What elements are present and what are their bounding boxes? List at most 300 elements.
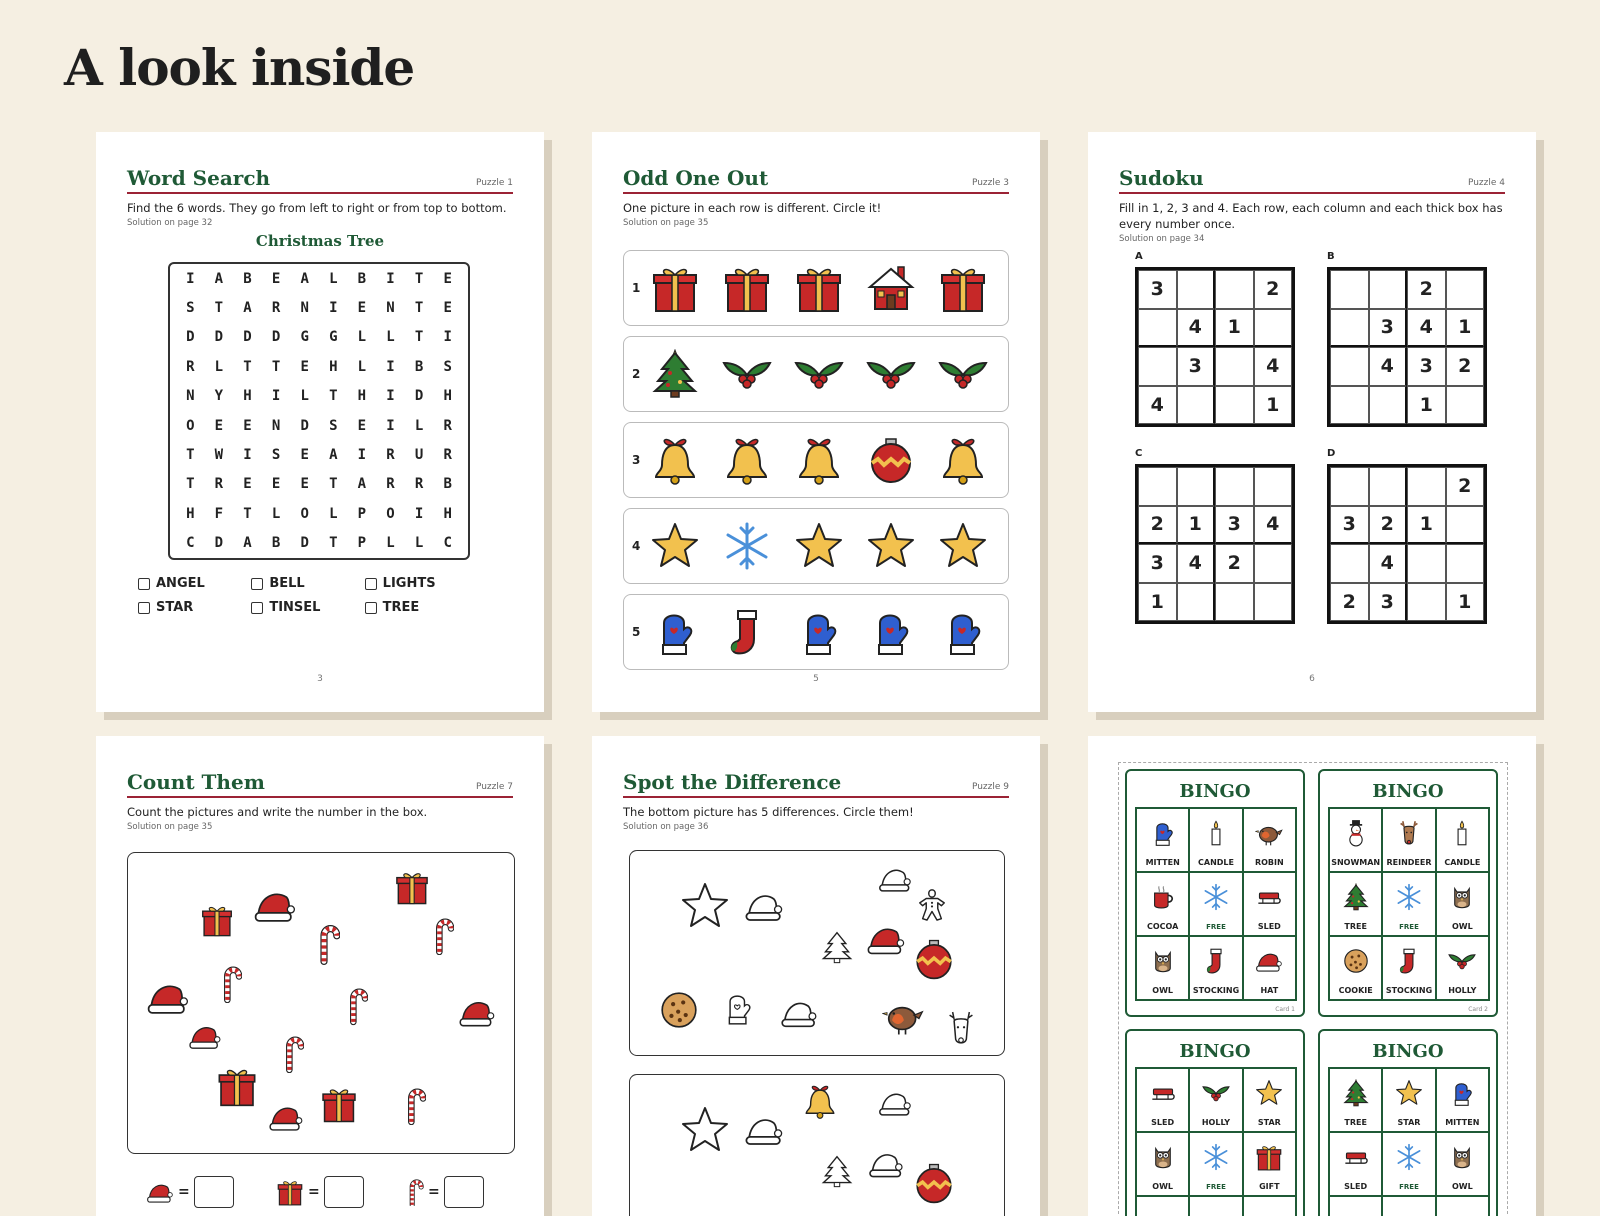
grid-letter: R bbox=[186, 358, 195, 375]
bingo-cell[interactable] bbox=[1329, 808, 1382, 872]
row-picture[interactable] bbox=[650, 435, 700, 485]
word-item[interactable] bbox=[365, 600, 478, 615]
santa-hat-icon bbox=[253, 883, 297, 927]
row-picture[interactable] bbox=[650, 521, 700, 571]
solution-note: Solution on page 35 bbox=[623, 218, 709, 228]
page-header bbox=[623, 766, 1009, 798]
robin-icon bbox=[1255, 819, 1283, 847]
checkbox[interactable] bbox=[138, 578, 150, 590]
star-icon bbox=[938, 521, 988, 571]
grid-letter: R bbox=[443, 447, 452, 464]
sudoku-cell[interactable] bbox=[1330, 544, 1369, 583]
sudoku-cell[interactable] bbox=[1254, 583, 1293, 622]
grid-letter: B bbox=[243, 270, 252, 287]
word-item[interactable] bbox=[138, 600, 251, 615]
bingo-grid bbox=[1135, 1067, 1297, 1216]
puzzle-number: Puzzle 9 bbox=[971, 782, 1009, 792]
checkbox[interactable] bbox=[365, 602, 377, 614]
word-search-page bbox=[96, 132, 544, 712]
bingo-cell-label: OWL bbox=[1152, 986, 1174, 995]
grid-letter: H bbox=[443, 388, 452, 405]
grid-letter: O bbox=[386, 505, 395, 522]
sudoku-cell[interactable] bbox=[1138, 309, 1177, 348]
grid-letter: B bbox=[443, 476, 452, 493]
row-picture[interactable] bbox=[866, 263, 916, 313]
puzzle-title: Sudoku bbox=[1119, 166, 1204, 190]
robin-icon bbox=[882, 995, 924, 1037]
grid-letter: L bbox=[386, 535, 395, 552]
santa-hat-icon bbox=[146, 1178, 174, 1206]
word-label: TREE bbox=[382, 600, 420, 615]
checkbox[interactable] bbox=[251, 602, 263, 614]
sudoku-cell[interactable] bbox=[1330, 347, 1369, 386]
sudoku-cell: 3 bbox=[1215, 506, 1254, 545]
bingo-cell[interactable] bbox=[1329, 1068, 1382, 1132]
bingo-title: BINGO bbox=[1179, 1041, 1251, 1062]
grid-letter: D bbox=[186, 329, 195, 346]
row-picture[interactable] bbox=[938, 349, 988, 399]
grid-letter: D bbox=[243, 329, 252, 346]
sudoku-cell[interactable] bbox=[1446, 544, 1485, 583]
bingo-cell-label: FREE bbox=[1399, 923, 1419, 931]
gift-icon bbox=[650, 263, 700, 313]
candy-cane-icon bbox=[406, 1178, 424, 1206]
grid-letter: C bbox=[186, 535, 195, 552]
odd-one-out-row bbox=[623, 250, 1009, 326]
candy-cane-icon bbox=[316, 921, 340, 965]
row-picture[interactable] bbox=[866, 435, 916, 485]
sudoku-cell: 1 bbox=[1215, 309, 1254, 348]
row-picture[interactable] bbox=[722, 435, 772, 485]
bingo-cell-label: OWL bbox=[1451, 922, 1473, 931]
hat-outline-icon bbox=[866, 1143, 906, 1183]
answer-box[interactable] bbox=[444, 1176, 484, 1208]
grid-letter: R bbox=[414, 476, 424, 493]
bingo-cell[interactable] bbox=[1136, 872, 1189, 936]
grid-letter: S bbox=[443, 358, 452, 375]
reindeer-outline-icon bbox=[942, 1007, 980, 1049]
odd-one-out-row bbox=[623, 508, 1009, 584]
sudoku-cell: 1 bbox=[1407, 506, 1446, 545]
bingo-cell[interactable] bbox=[1189, 1132, 1242, 1196]
odd-one-out-page bbox=[592, 132, 1040, 712]
word-search-subtitle: Christmas Tree bbox=[255, 232, 385, 250]
sudoku-cell[interactable] bbox=[1215, 347, 1254, 386]
sudoku-cell: 4 bbox=[1177, 309, 1216, 348]
grid-letter: L bbox=[300, 388, 309, 405]
grid-letter: A bbox=[214, 270, 224, 287]
grid-letter: G bbox=[329, 329, 338, 346]
gingerbread-outline-icon bbox=[914, 887, 950, 923]
grid-letter: L bbox=[329, 270, 338, 287]
gift-icon bbox=[722, 263, 772, 313]
gift-icon bbox=[200, 903, 234, 937]
bingo-cell[interactable] bbox=[1382, 936, 1435, 1000]
santa-hat-icon bbox=[188, 1019, 222, 1053]
bell-icon bbox=[722, 435, 772, 485]
row-number: 3 bbox=[632, 453, 641, 467]
snowflake-icon bbox=[1202, 1143, 1230, 1171]
gift-icon bbox=[216, 1065, 258, 1107]
bingo-cell[interactable] bbox=[1382, 1068, 1435, 1132]
grid-letter: O bbox=[186, 417, 195, 434]
sudoku-cell[interactable] bbox=[1369, 270, 1408, 309]
equals-sign: = bbox=[178, 1184, 190, 1200]
gift-icon bbox=[794, 263, 844, 313]
row-picture[interactable] bbox=[938, 521, 988, 571]
grid-letter: H bbox=[357, 388, 367, 405]
row-picture[interactable] bbox=[650, 349, 700, 399]
sudoku-cell[interactable] bbox=[1177, 386, 1216, 425]
grid-letter: L bbox=[357, 358, 367, 375]
row-picture[interactable] bbox=[794, 435, 844, 485]
row-picture[interactable] bbox=[938, 607, 988, 657]
grid-letter: E bbox=[271, 476, 281, 493]
top-picture bbox=[629, 850, 1005, 1056]
bingo-cell[interactable] bbox=[1189, 936, 1242, 1000]
bingo-cell[interactable] bbox=[1136, 808, 1189, 872]
candle-icon bbox=[1202, 819, 1230, 847]
page-header bbox=[1119, 162, 1505, 194]
gift-icon bbox=[1255, 1143, 1283, 1171]
page-number: 6 bbox=[1309, 674, 1315, 684]
sudoku-cell[interactable] bbox=[1138, 347, 1177, 386]
bingo-title: BINGO bbox=[1372, 781, 1444, 802]
sudoku-grid bbox=[1327, 267, 1487, 427]
owl-icon bbox=[1448, 883, 1476, 911]
bingo-cell-label: FREE bbox=[1206, 1183, 1226, 1191]
spot-difference-page bbox=[592, 736, 1040, 1216]
grid-letter: D bbox=[300, 417, 309, 434]
bingo-cell[interactable] bbox=[1436, 808, 1489, 872]
grid-letter: E bbox=[243, 417, 252, 434]
odd-one-out-row bbox=[623, 422, 1009, 498]
bingo-cell[interactable] bbox=[1243, 936, 1296, 1000]
bingo-cell-label: COOKIE bbox=[1338, 986, 1373, 995]
bingo-cell[interactable] bbox=[1329, 1196, 1382, 1216]
answer-box[interactable] bbox=[194, 1176, 234, 1208]
row-picture[interactable] bbox=[866, 521, 916, 571]
bingo-cell[interactable] bbox=[1243, 872, 1296, 936]
grid-letter: N bbox=[300, 300, 309, 317]
sudoku-cell: 1 bbox=[1138, 583, 1177, 622]
tree-outline-icon bbox=[820, 1151, 854, 1191]
sudoku-cell: 2 bbox=[1215, 544, 1254, 583]
sudoku-grid bbox=[1135, 267, 1295, 427]
sudoku-cell[interactable] bbox=[1446, 506, 1485, 545]
grid-letter: T bbox=[243, 358, 252, 375]
row-picture[interactable] bbox=[722, 607, 772, 657]
bingo-cell-label: HAT bbox=[1260, 986, 1279, 995]
grid-letter: S bbox=[271, 447, 281, 464]
bingo-cell[interactable] bbox=[1382, 808, 1435, 872]
sudoku-cell[interactable] bbox=[1446, 386, 1485, 425]
row-picture[interactable] bbox=[650, 263, 700, 313]
hat-icon bbox=[1255, 947, 1283, 975]
bingo-cell[interactable] bbox=[1243, 1132, 1296, 1196]
grid-letter: F bbox=[214, 505, 224, 522]
grid-letter: S bbox=[329, 417, 338, 434]
sudoku-cell: 4 bbox=[1138, 386, 1177, 425]
mitten-icon bbox=[938, 607, 988, 657]
page-header bbox=[127, 162, 513, 194]
holly-icon bbox=[938, 349, 988, 399]
star-icon bbox=[1255, 1079, 1283, 1107]
sudoku-cell: 1 bbox=[1446, 309, 1485, 348]
sudoku-cell[interactable] bbox=[1407, 467, 1446, 506]
puzzle-number: Puzzle 4 bbox=[1467, 178, 1505, 188]
grid-letter: P bbox=[357, 535, 367, 552]
cocoa-icon bbox=[1149, 883, 1177, 911]
row-picture[interactable] bbox=[722, 521, 772, 571]
grid-letter: L bbox=[329, 505, 338, 522]
mitten-icon bbox=[794, 607, 844, 657]
row-picture[interactable] bbox=[722, 349, 772, 399]
snowflake-icon bbox=[1395, 1143, 1423, 1171]
bingo-cell-label: MITTEN bbox=[1445, 1118, 1480, 1127]
grid-letter: H bbox=[329, 358, 338, 375]
sudoku-cell[interactable] bbox=[1215, 270, 1254, 309]
santa-hat-icon bbox=[866, 919, 906, 959]
bingo-cell[interactable] bbox=[1436, 1132, 1489, 1196]
holly-icon bbox=[1202, 1079, 1230, 1107]
bingo-cell-label: TREE bbox=[1344, 1118, 1367, 1127]
star-icon bbox=[1395, 1079, 1423, 1107]
grid-letter: A bbox=[357, 476, 367, 493]
bingo-card bbox=[1125, 769, 1305, 1017]
sudoku-cell: 3 bbox=[1330, 506, 1369, 545]
sudoku-cell: 4 bbox=[1369, 347, 1408, 386]
bingo-cell[interactable] bbox=[1136, 1196, 1189, 1216]
sudoku-cell: 1 bbox=[1254, 386, 1293, 425]
bingo-cell-label: SLED bbox=[1344, 1182, 1368, 1191]
puzzle-number: Puzzle 3 bbox=[971, 178, 1009, 188]
sudoku-cell: 3 bbox=[1138, 270, 1177, 309]
grid-letter: T bbox=[186, 447, 195, 464]
grid-letter: E bbox=[214, 417, 224, 434]
bingo-cell-label: OWL bbox=[1152, 1182, 1174, 1191]
bingo-cell[interactable] bbox=[1329, 936, 1382, 1000]
word-item[interactable] bbox=[251, 576, 364, 591]
bingo-cell[interactable] bbox=[1189, 808, 1242, 872]
instructions: The bottom picture has 5 differences. Circle them! bbox=[623, 805, 914, 819]
sudoku-cell[interactable] bbox=[1330, 386, 1369, 425]
sudoku-label: A bbox=[1135, 251, 1143, 262]
grid-letter: I bbox=[243, 447, 252, 464]
sudoku-grid bbox=[1135, 464, 1295, 624]
word-list bbox=[138, 576, 478, 615]
puzzle-title: Spot the Difference bbox=[623, 770, 842, 794]
solution-note: Solution on page 36 bbox=[623, 822, 709, 832]
grid-letter: T bbox=[329, 535, 338, 552]
sudoku-cell[interactable] bbox=[1177, 583, 1216, 622]
owl-icon bbox=[1149, 1143, 1177, 1171]
bingo-cell[interactable] bbox=[1136, 1068, 1189, 1132]
puzzle-number: Puzzle 1 bbox=[475, 178, 513, 188]
solution-note: Solution on page 34 bbox=[1119, 234, 1205, 244]
mitten-icon bbox=[866, 607, 916, 657]
bingo-cell-label: STAR bbox=[1397, 1118, 1421, 1127]
checkbox[interactable] bbox=[365, 578, 377, 590]
grid-letter: T bbox=[214, 300, 224, 317]
word-label: TINSEL bbox=[269, 600, 321, 615]
bingo-cell[interactable] bbox=[1436, 1068, 1489, 1132]
bingo-cell[interactable] bbox=[1329, 872, 1382, 936]
sudoku-cell[interactable] bbox=[1177, 270, 1216, 309]
grid-letter: D bbox=[271, 329, 281, 346]
bell-icon bbox=[802, 1081, 838, 1121]
answer-gift bbox=[276, 1176, 364, 1208]
grid-letter: I bbox=[357, 447, 367, 464]
row-picture[interactable] bbox=[938, 263, 988, 313]
gift-icon bbox=[320, 1085, 358, 1123]
stocking-icon bbox=[1395, 947, 1423, 975]
grid-letter: E bbox=[357, 417, 367, 434]
hat-outline-icon bbox=[876, 859, 914, 897]
row-picture[interactable] bbox=[722, 263, 772, 313]
sudoku-cell: 4 bbox=[1369, 544, 1408, 583]
odd-one-out-row bbox=[623, 594, 1009, 670]
bingo-cell[interactable] bbox=[1243, 1196, 1296, 1216]
answer-box[interactable] bbox=[324, 1176, 364, 1208]
sudoku-cell: 3 bbox=[1177, 347, 1216, 386]
cookie-icon bbox=[658, 989, 700, 1031]
candle-icon bbox=[1448, 819, 1476, 847]
bingo-cell[interactable] bbox=[1189, 1068, 1242, 1132]
grid-letter: R bbox=[271, 300, 281, 317]
sudoku-cell[interactable] bbox=[1254, 544, 1293, 583]
bingo-cell[interactable] bbox=[1382, 1132, 1435, 1196]
bingo-cell[interactable] bbox=[1436, 872, 1489, 936]
grid-letter: E bbox=[443, 270, 452, 287]
bingo-cell[interactable] bbox=[1382, 1196, 1435, 1216]
bell-icon bbox=[794, 435, 844, 485]
bingo-cell[interactable] bbox=[1436, 1196, 1489, 1216]
odd-one-out-row bbox=[623, 336, 1009, 412]
row-picture[interactable] bbox=[794, 521, 844, 571]
row-picture[interactable] bbox=[866, 607, 916, 657]
sudoku-cell: 2 bbox=[1446, 467, 1485, 506]
mitten-icon bbox=[1448, 1079, 1476, 1107]
house-icon bbox=[866, 263, 916, 313]
bingo-cell[interactable] bbox=[1136, 1132, 1189, 1196]
owl-icon bbox=[1149, 947, 1177, 975]
sudoku-cell[interactable] bbox=[1330, 309, 1369, 348]
bingo-cell[interactable] bbox=[1329, 1132, 1382, 1196]
sudoku-cell[interactable] bbox=[1177, 467, 1216, 506]
cookie-icon bbox=[1342, 947, 1370, 975]
row-picture[interactable] bbox=[650, 607, 700, 657]
sudoku-cell[interactable] bbox=[1215, 467, 1254, 506]
grid-letter: L bbox=[386, 329, 395, 346]
sled-icon bbox=[1342, 1143, 1370, 1171]
bingo-cell[interactable] bbox=[1382, 872, 1435, 936]
bingo-cell[interactable] bbox=[1189, 1196, 1242, 1216]
sudoku-cell[interactable] bbox=[1254, 309, 1293, 348]
row-number: 1 bbox=[632, 281, 641, 295]
bingo-cell[interactable] bbox=[1243, 808, 1296, 872]
sudoku-cell[interactable] bbox=[1330, 467, 1369, 506]
puzzle-title: Word Search bbox=[127, 166, 271, 190]
bell-icon bbox=[938, 435, 988, 485]
star-icon bbox=[866, 521, 916, 571]
sudoku-cell: 4 bbox=[1407, 309, 1446, 348]
word-label: LIGHTS bbox=[382, 576, 436, 591]
grid-letter: E bbox=[443, 300, 452, 317]
sudoku-cell[interactable] bbox=[1254, 467, 1293, 506]
row-picture[interactable] bbox=[794, 349, 844, 399]
sudoku-cell: 1 bbox=[1446, 583, 1485, 622]
santa-hat-icon bbox=[458, 993, 496, 1031]
grid-letter: C bbox=[443, 535, 452, 552]
word-item[interactable] bbox=[251, 600, 364, 615]
bingo-cell[interactable] bbox=[1189, 872, 1242, 936]
bingo-card bbox=[1125, 1029, 1305, 1216]
ornament-icon bbox=[866, 435, 916, 485]
grid-letter: A bbox=[329, 447, 338, 464]
grid-letter: T bbox=[414, 300, 424, 317]
grid-letter: H bbox=[186, 505, 195, 522]
row-number: 4 bbox=[632, 539, 641, 553]
word-item[interactable] bbox=[365, 576, 478, 591]
row-number: 5 bbox=[632, 625, 641, 639]
checkbox[interactable] bbox=[251, 578, 263, 590]
grid-letter: A bbox=[243, 300, 252, 317]
bingo-cell-label: CANDLE bbox=[1198, 858, 1234, 867]
sudoku-cell[interactable] bbox=[1407, 544, 1446, 583]
grid-letter: E bbox=[300, 358, 309, 375]
grid-letter: I bbox=[386, 358, 395, 375]
sudoku-cell[interactable] bbox=[1369, 386, 1408, 425]
sudoku-cell: 3 bbox=[1138, 544, 1177, 583]
snowflake-icon bbox=[1395, 883, 1423, 911]
bottom-picture bbox=[629, 1074, 1005, 1216]
sled-icon bbox=[1255, 883, 1283, 911]
stocking-icon bbox=[722, 607, 772, 657]
row-picture[interactable] bbox=[938, 435, 988, 485]
instructions: One picture in each row is different. Circle it! bbox=[623, 201, 882, 215]
bingo-page bbox=[1088, 736, 1536, 1216]
word-label: ANGEL bbox=[156, 576, 205, 591]
instructions: Find the 6 words. They go from left to right or from top to bottom. bbox=[127, 201, 507, 215]
christmas-tree-icon bbox=[650, 349, 700, 399]
sudoku-cell[interactable] bbox=[1446, 270, 1485, 309]
puzzle-title: Odd One Out bbox=[623, 166, 769, 190]
bingo-cell[interactable] bbox=[1436, 936, 1489, 1000]
sudoku-cell[interactable] bbox=[1215, 386, 1254, 425]
row-picture[interactable] bbox=[794, 263, 844, 313]
grid-letter: P bbox=[357, 505, 367, 522]
grid-letter: R bbox=[386, 476, 395, 493]
grid-letter: E bbox=[357, 300, 367, 317]
ornament-icon bbox=[912, 935, 956, 983]
grid-letter: I bbox=[329, 300, 338, 317]
bingo-cell[interactable] bbox=[1136, 936, 1189, 1000]
word-item[interactable] bbox=[138, 576, 251, 591]
grid-letter: N bbox=[386, 300, 395, 317]
checkbox[interactable] bbox=[138, 602, 150, 614]
bingo-cell[interactable] bbox=[1243, 1068, 1296, 1132]
sudoku-cell[interactable] bbox=[1369, 467, 1408, 506]
sudoku-cell[interactable] bbox=[1138, 467, 1177, 506]
row-picture[interactable] bbox=[794, 607, 844, 657]
row-number: 2 bbox=[632, 367, 641, 381]
sudoku-cell[interactable] bbox=[1330, 270, 1369, 309]
sudoku-cell[interactable] bbox=[1215, 583, 1254, 622]
sudoku-cell[interactable] bbox=[1407, 583, 1446, 622]
owl-icon bbox=[1448, 1143, 1476, 1171]
row-picture[interactable] bbox=[866, 349, 916, 399]
